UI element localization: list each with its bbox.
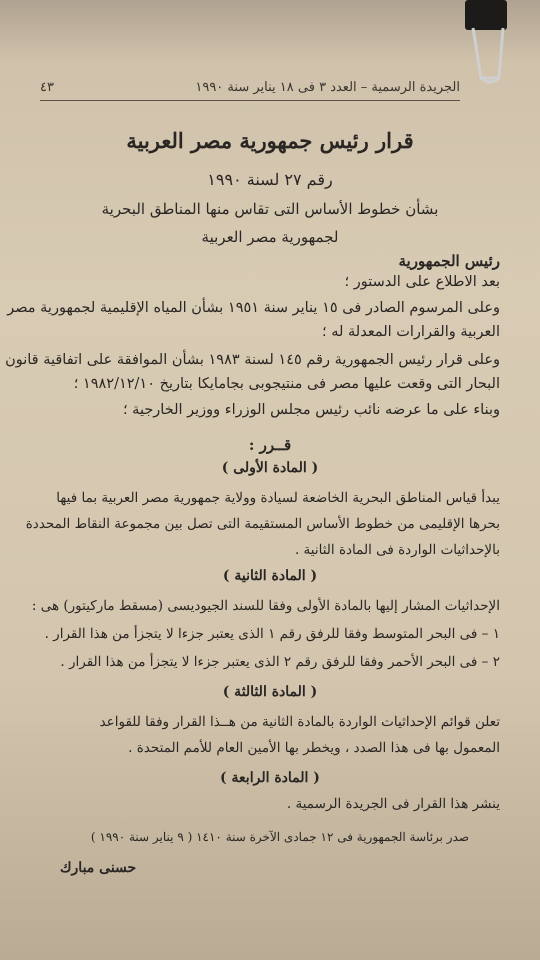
signature: حسنى مبارك — [60, 860, 137, 876]
decree-number: رقم ٢٧ لسنة ١٩٩٠ — [207, 170, 333, 189]
article-line: ٢ – فى البحر الأحمر وفقا للرفق رقم ٢ الذى يعتبر جزءا لا يتجزأ من هذا القرار . — [60, 654, 500, 670]
preamble-line: وعلى قرار رئيس الجمهورية رقم ١٤٥ لسنة ١٩٨٣ بشأن الموافقة على اتفاقية قانون — [5, 352, 500, 368]
article-heading: ( المادة الثالثة ) — [222, 684, 318, 700]
preamble-line: وبناء على ما عرضه نائب رئيس مجلس الوزراء ووزير الخارجية ؛ — [122, 402, 500, 418]
decided-heading: قــرر : — [248, 436, 292, 454]
article-line: تعلن قوائم الإحداثيات الواردة بالمادة الثانية من هــذا القرار وفقا للقواعد — [99, 714, 500, 730]
article-heading: ( المادة الأولى ) — [221, 460, 319, 476]
header-rule — [40, 100, 460, 101]
article-line: ١ – فى البحر المتوسط وفقا للرفق رقم ١ الذى يعتبر جزءا لا يتجزأ من هذا القرار . — [44, 626, 500, 642]
article-line: يبدأ قياس المناطق البحرية الخاضعة لسيادة وولاية جمهورية مصر العربية بما فيها — [56, 490, 500, 506]
article-line: المعمول بها فى هذا الصدد ، ويخطر بها الأمين العام للأمم المتحدة . — [128, 740, 500, 756]
decree-subject-2: لجمهورية مصر العربية — [201, 228, 339, 246]
preamble-line: بعد الاطلاع على الدستور ؛ — [344, 274, 500, 290]
running-header — [40, 80, 460, 95]
article-heading: ( المادة الرابعة ) — [220, 770, 320, 786]
page-number: ٤٣ — [40, 80, 54, 95]
president-heading: رئيس الجمهورية — [398, 252, 500, 270]
article-line: بالإحداثيات الواردة فى المادة الثانية . — [294, 542, 500, 558]
issued-line: صدر برئاسة الجمهورية فى ١٢ جمادى الآخرة سنة ١٤١٠ ( ٩ يناير سنة ١٩٩٠ ) — [90, 830, 470, 844]
preamble-line: العربية والقرارات المعدلة له ؛ — [322, 324, 500, 340]
decree-subject-1: بشأن خطوط الأساس التى تقاس منها المناطق البحرية — [101, 200, 439, 218]
article-line: بحرها الإقليمى من خطوط الأساس المستقيمة التى تصل بين مجموعة النقاط المحددة — [25, 516, 500, 532]
binder-clip-icon — [455, 0, 515, 85]
preamble-line: وعلى المرسوم الصادر فى ١٥ يناير سنة ١٩٥١ بشأن المياه الإقليمية لجمهورية مصر — [7, 300, 500, 316]
preamble-line: البحار التى وقعت عليها مصر فى منتيجوبى بجامايكا بتاريخ ١٩٨٢/١٢/١٠ ؛ — [73, 376, 500, 392]
running-title: الجريدة الرسمية – العدد ٣ فى ١٨ يناير سنة ١٩٩٠ — [195, 80, 460, 95]
article-heading: ( المادة الثانية ) — [222, 568, 318, 584]
article-line: الإحداثيات المشار إليها بالمادة الأولى وفقا للسند الجيوديسى (مسقط ماركيتور) هى : — [31, 598, 500, 614]
article-line: ينشر هذا القرار فى الجريدة الرسمية . — [286, 796, 500, 812]
decree-title: قرار رئيس جمهورية مصر العربية — [126, 128, 414, 153]
